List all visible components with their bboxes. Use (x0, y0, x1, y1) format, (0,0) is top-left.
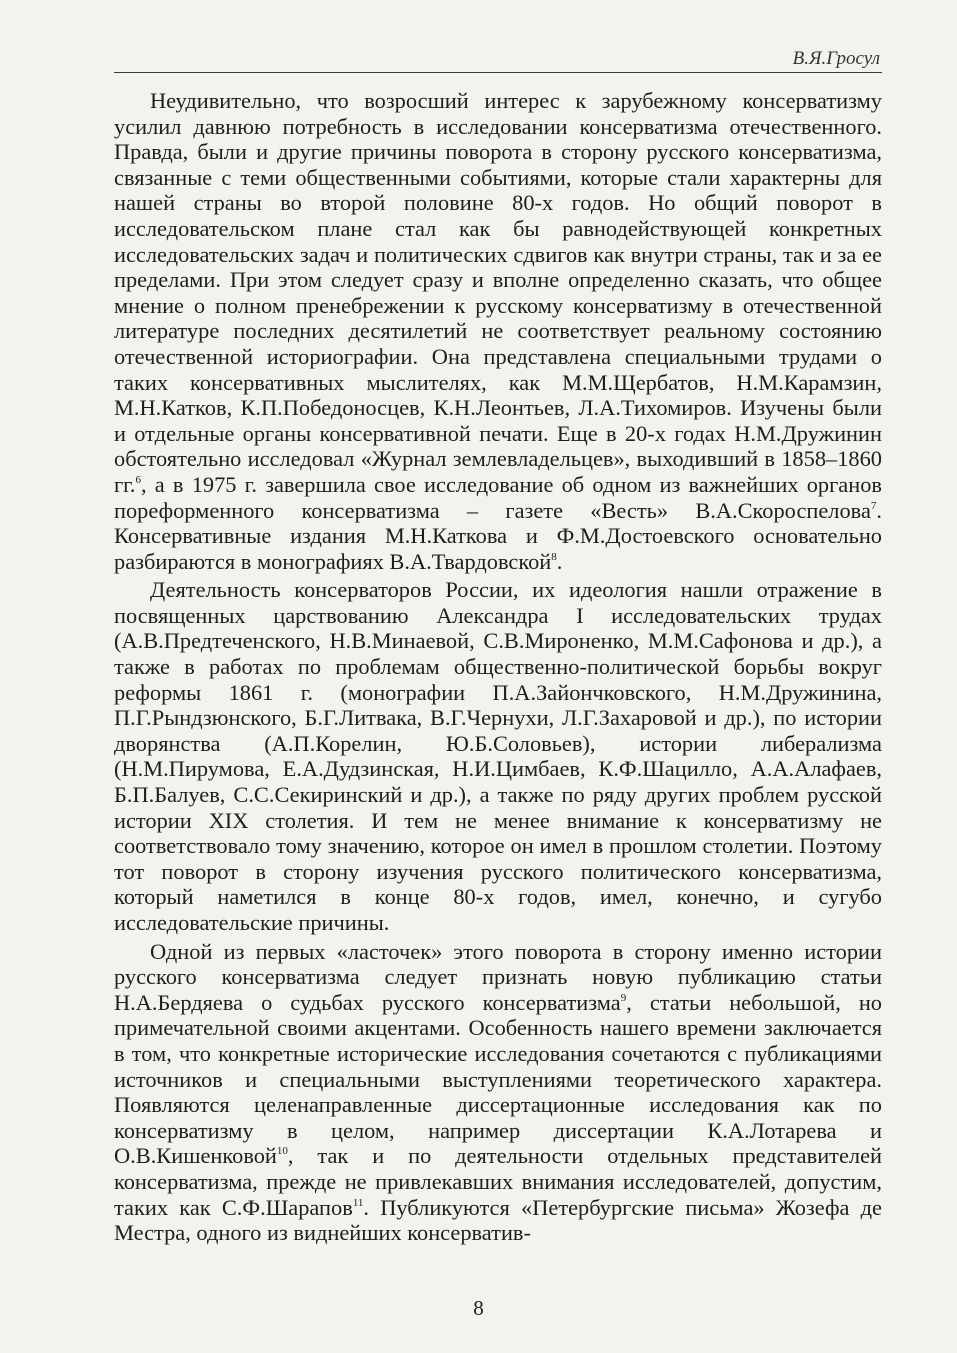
paragraph-text: . (556, 548, 563, 574)
footnote-ref: 9 (620, 991, 627, 1004)
footnote-ref: 10 (276, 1145, 288, 1158)
running-head-author: В.Я.Гросул (792, 48, 880, 69)
paragraph (114, 939, 882, 1246)
paragraph-text: , статьи небольшой, но примечательной своими акцентами. Особенность нашего времени заключается в том, что конкретные исторические исследования сочетаются с публикациями источников и специальными выступлениями теоретического характера. Появляются целенаправленные диссертационные исследования как по консерватизму в целом, например диссертации К.А.Лотарева и О.В.Кишенковой (114, 989, 882, 1169)
footnote-ref: 7 (870, 499, 877, 512)
running-header (114, 46, 882, 73)
paragraph (114, 577, 882, 935)
paragraph-text: , так и по деятельности отдельных представителей консерватизма, прежде не привлекавших внимания исследователей, допустим, таких как С.Ф.Шарапов (114, 1143, 882, 1220)
paragraph (114, 88, 882, 574)
paragraph-text: . Консервативные издания М.Н.Каткова и Ф.М.Достоевского основательно разбираются в монографиях В.А.Твардовской (114, 497, 882, 574)
footnote-ref: 11 (352, 1196, 364, 1209)
body-text (114, 88, 882, 1246)
paragraph-text: Неудивительно, что возросший интерес к зарубежному консерватизму усилил давнюю потребность в исследовании консерватизма отечественного. Правда, были и другие причины поворота в сторону русского консерватизма, связанные с теми общественными событиями, которые стали характерны для нашей страны во второй половине 80-х годов. Но общий поворот в исследовательском плане стал как бы равнодействующей конкретных исследовательских задач и политических сдвигов как внутри страны, так и за ее пределами. При этом следует сразу и вполне определенно сказать, что общее мнение о полном пренебрежении к русскому консерватизму в отечественной литературе последних десятилетий не соответствует реальному состоянию отечественной историографии. Она представлена специальными трудами о таких консервативных мыслителях, как М.М.Щербатов, Н.М.Карамзин, М.Н.Катков, К.П.Победоносцев, К.Н.Леонтьев, Л.А.Тихомиров. Изучены были и отдельные органы консервативной печати. Еще в 20-х годах Н.М.Дружинин обстоятельно исследовал «Журнал землевладельцев», выходивший в 1858–1860 гг. (114, 88, 882, 497)
paragraph-text: , а в 1975 г. завершила свое исследование об одном из важнейших органов пореформенного консерватизма – газете «Весть» В.А.Скороспелова (114, 471, 882, 523)
paragraph-text: . Публикуются «Петербургские письма» Жозефа де Местра, одного из виднейших консерватив- (114, 1194, 882, 1246)
footnote-ref: 8 (551, 550, 557, 563)
footnote-ref: 6 (135, 473, 141, 486)
paragraph-text: Одной из первых «ласточек» этого поворота в сторону именно истории русского консерватизма следует признать новую публикацию статьи Н.А.Бердяева о судьбах русского консерватизма (114, 938, 882, 1015)
page-number: 8 (473, 1296, 484, 1320)
paragraph-text: Деятельность консерваторов России, их идеология нашли отражение в посвященных царствованию Александра I исследовательских трудах (А.В.Предтеченского, Н.В.Минаевой, С.В.Мироненко, М.М.Сафонова и др.), а также в работах по проблемам общественно-политической борьбы вокруг реформы 1861 г. (монографии П.А.Зайончковского, Н.М.Дружинина, П.Г.Рындзюнского, Б.Г.Литвака, В.Г.Чернухи, Л.Г.Захаровой и др.), по истории дворянства (А.П.Корелин, Ю.Б.Соловьев), истории либерализма (Н.М.Пирумова, Е.А.Дудзинская, Н.И.Цимбаев, К.Ф.Шацилло, А.А.Алафаев, Б.П.Балуев, С.С.Секиринский и др.), а также по ряду других проблем русской истории XIX столетия. И тем не менее внимание к консерватизму не соответствовало тому значению, которое он имел в прошлом столетии. Поэтому тот поворот в сторону изучения русского политического консерватизма, который наметился в конце 80-х годов, имел, конечно, и сугубо исследовательские причины. (114, 577, 882, 935)
